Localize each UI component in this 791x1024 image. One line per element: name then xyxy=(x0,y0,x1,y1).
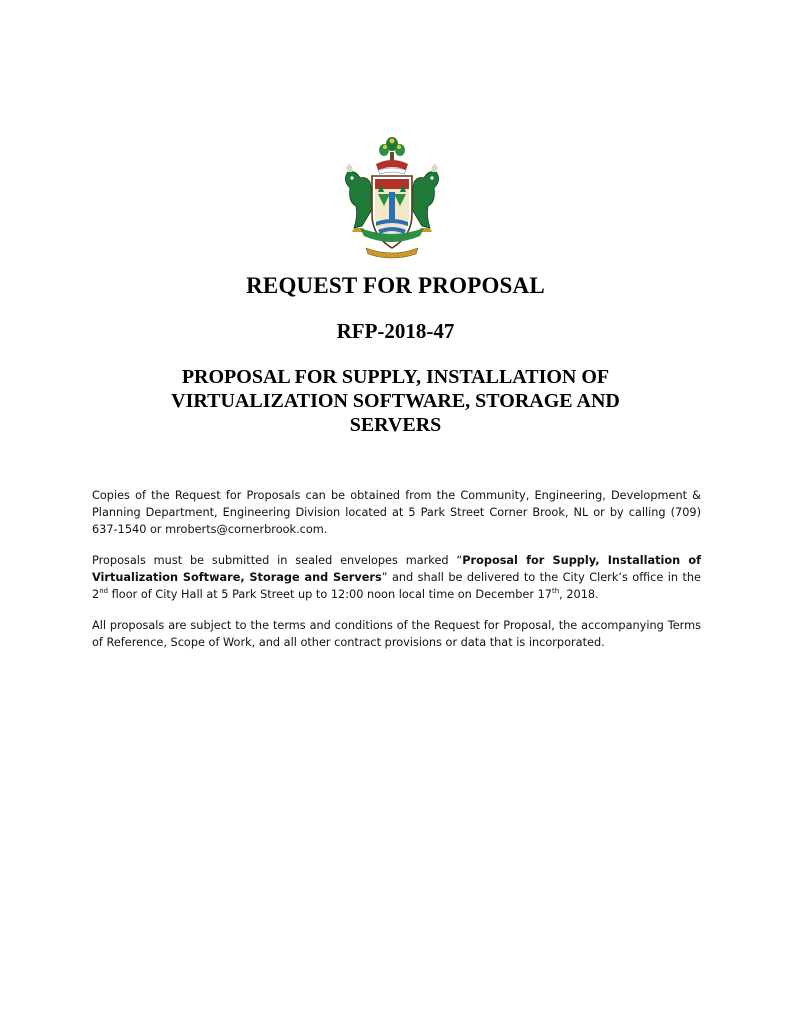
submission-text-2: ” and shall be delivered to the City Clerk’s office in the 2 xyxy=(92,571,701,601)
terms-paragraph: All proposals are subject to the terms and conditions of the Request for Proposal, the accompanying Terms of Reference, Scope of Work, and all other contract provisions or data that is incorporated. xyxy=(92,619,701,649)
submission-marking: Proposal for Supply, Installation of Virtualization Software, Storage and Servers xyxy=(92,554,701,584)
left-supporter xyxy=(345,164,374,232)
ordinal-suffix-nd: nd xyxy=(99,587,109,596)
right-supporter xyxy=(410,164,439,232)
ordinal-suffix-th: th xyxy=(551,587,560,596)
submission-text-3: floor of City Hall at 5 Park Street up to 12:00 noon local time on December 17 xyxy=(108,588,552,601)
submission-text-4: , 2018. xyxy=(559,588,599,601)
proposal-subject: PROPOSAL FOR SUPPLY, INSTALLATION OF VIRTUALIZATION SOFTWARE, STORAGE AND SERVERS xyxy=(171,366,620,436)
rfp-number: RFP-2018-47 xyxy=(336,319,455,343)
obtain-copies-paragraph: Copies of the Request for Proposals can be obtained from the Community, Engineering, Development & Planning Department, Engineering Division located at 5 Park Street Corner Brook, NL or by calling (709) 637-1540 or mroberts@cornerbrook.com. xyxy=(92,489,701,536)
submission-paragraph xyxy=(92,552,701,603)
city-crest-icon xyxy=(340,136,444,260)
submission-text-1: Proposals must be submitted in sealed envelopes marked “ xyxy=(92,554,463,567)
crest-foliage xyxy=(376,137,408,174)
document-title: REQUEST FOR PROPOSAL xyxy=(246,273,545,298)
